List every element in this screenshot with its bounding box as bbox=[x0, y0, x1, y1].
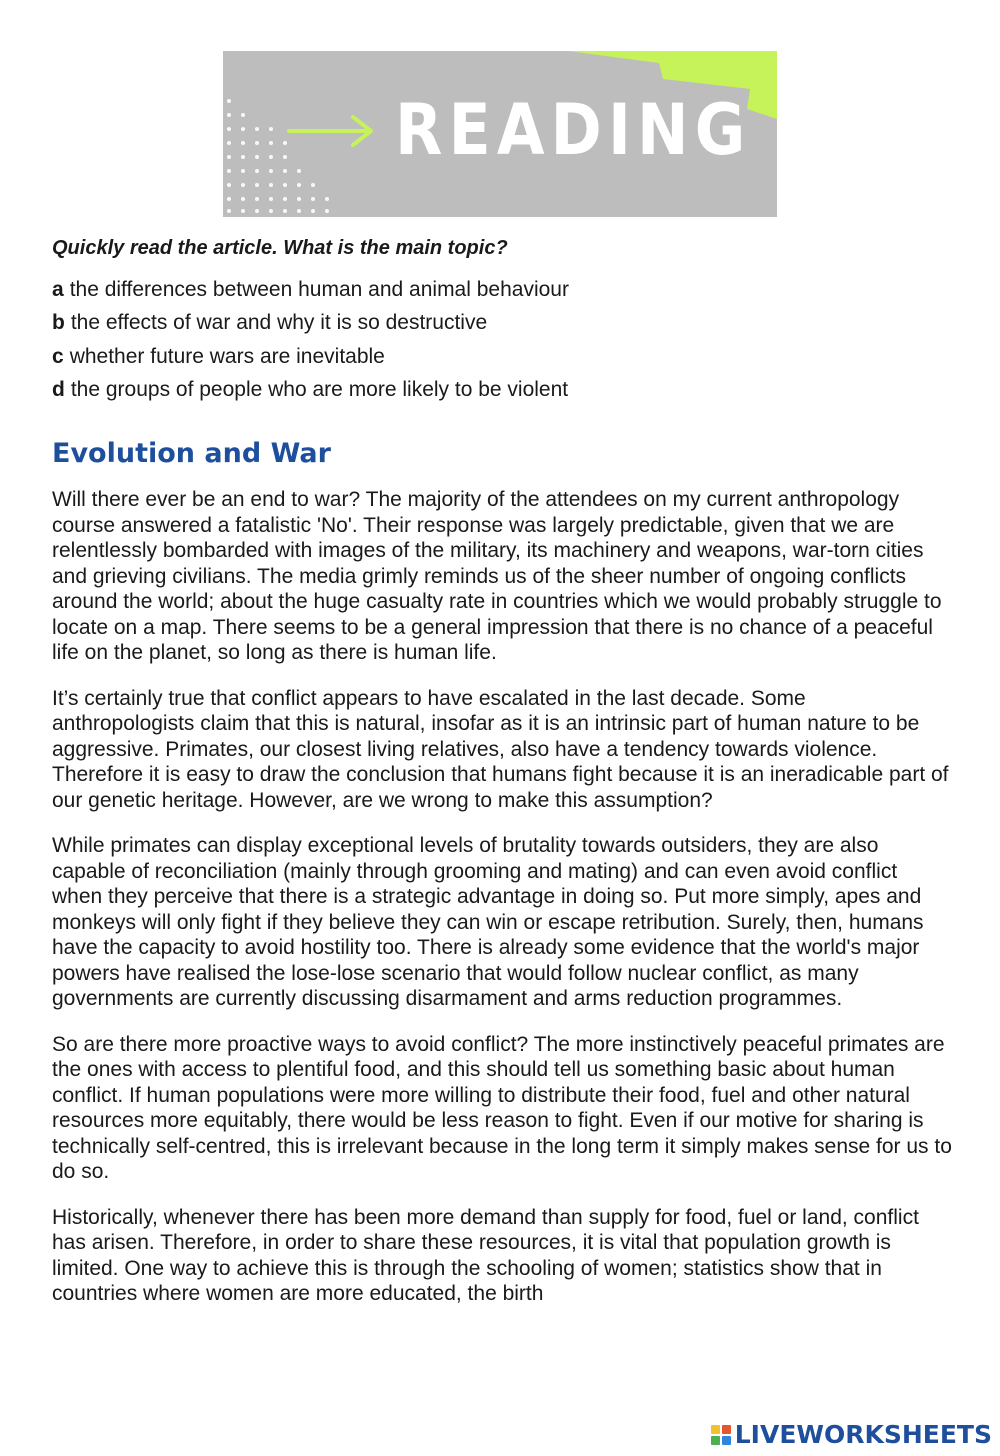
article-paragraph: Will there ever be an end to war? The majority of the attendees on my current anthropology course answered a fatalistic 'No'. Their response was largely predictable, given that we are relentlessly bombarded with images of the military, its machinery and weapons, war-torn cities and grieving civilians. The media grimly reminds us of the sheer number of ongoing conflicts around the world; about the huge casualty rate in countries which we would probably struggle to locate on a map. There seems to be a general impression that there is no chance of a peaceful life on the planet, so long as there is human life. bbox=[52, 488, 942, 664]
exercise-instruction: Quickly read the article. What is the main topic? bbox=[52, 237, 508, 259]
answer-option-a[interactable] bbox=[52, 276, 569, 309]
article-body bbox=[52, 487, 952, 1327]
answer-option-d[interactable] bbox=[52, 376, 569, 409]
right-arrow-icon bbox=[289, 117, 371, 145]
option-letter: d bbox=[52, 377, 65, 401]
option-text: the differences between human and animal behaviour bbox=[69, 278, 569, 301]
option-letter: a bbox=[52, 278, 64, 301]
article-title: Evolution and War bbox=[52, 438, 331, 469]
article-paragraph: So are there more proactive ways to avoid conflict? The more instinctively peaceful primates are the ones with access to plentiful food, and this should tell us something basic about human conflict. If human populations were more willing to distribute their food, fuel and other natural resources more equitably, there would be less reason to fight. Even if our motive for sharing is technically self-centred, this is irrelevant because in the long term it simply makes sense for us to do so. bbox=[52, 1032, 952, 1183]
option-text: the effects of war and why it is so destructive bbox=[70, 311, 488, 335]
article-paragraph: While primates can display exceptional levels of brutality towards outsiders, they are also capable of reconciliation (mainly through grooming and mating) and can even avoid conflict when they perceive that there is a strategic advantage in doing so. Put more simply, apes and monkeys will only fight if they believe they can win or escape retribution. Surely, then, humans have the capacity to avoid hostility too. There is already some evidence that the world's major powers have realised the lose-lose scenario that would follow nuclear conflict, as many governments are currently discussing disarmament and arms reduction programmes. bbox=[52, 834, 924, 1010]
dot-pattern bbox=[227, 99, 329, 213]
liveworksheets-logo-icon bbox=[711, 1425, 731, 1445]
answer-option-b[interactable] bbox=[52, 309, 569, 342]
option-text: whether future wars are inevitable bbox=[69, 344, 385, 368]
banner-title: READING bbox=[395, 89, 752, 171]
reading-banner bbox=[223, 51, 777, 217]
option-letter: b bbox=[52, 311, 65, 335]
article-paragraph: Historically, whenever there has been more demand than supply for food, fuel or land, conflict has arisen. Therefore, in order to share these resources, it is vital that population growth is limited. One way to achieve this is through the schooling of women; statistics show that in countries where women are more educated, the birth bbox=[52, 1205, 919, 1305]
option-text: the groups of people who are more likely to be violent bbox=[70, 377, 569, 401]
brand-name: LIVEWORKSHEETS bbox=[734, 1420, 992, 1449]
liveworksheets-brand bbox=[711, 1420, 992, 1449]
option-letter: c bbox=[52, 344, 64, 368]
answer-options bbox=[52, 276, 569, 409]
article-paragraph: It’s certainly true that conflict appears to have escalated in the last decade. Some anthropologists claim that this is natural, insofar as it is an intrinsic part of human nature to be aggressive. Primates, our closest living relatives, also have a tendency towards violence. Therefore it is easy to draw the conclusion that humans fight because it is an ineradicable part of our genetic heritage. However, are we wrong to make this assumption? bbox=[52, 686, 949, 812]
answer-option-c[interactable] bbox=[52, 343, 569, 376]
